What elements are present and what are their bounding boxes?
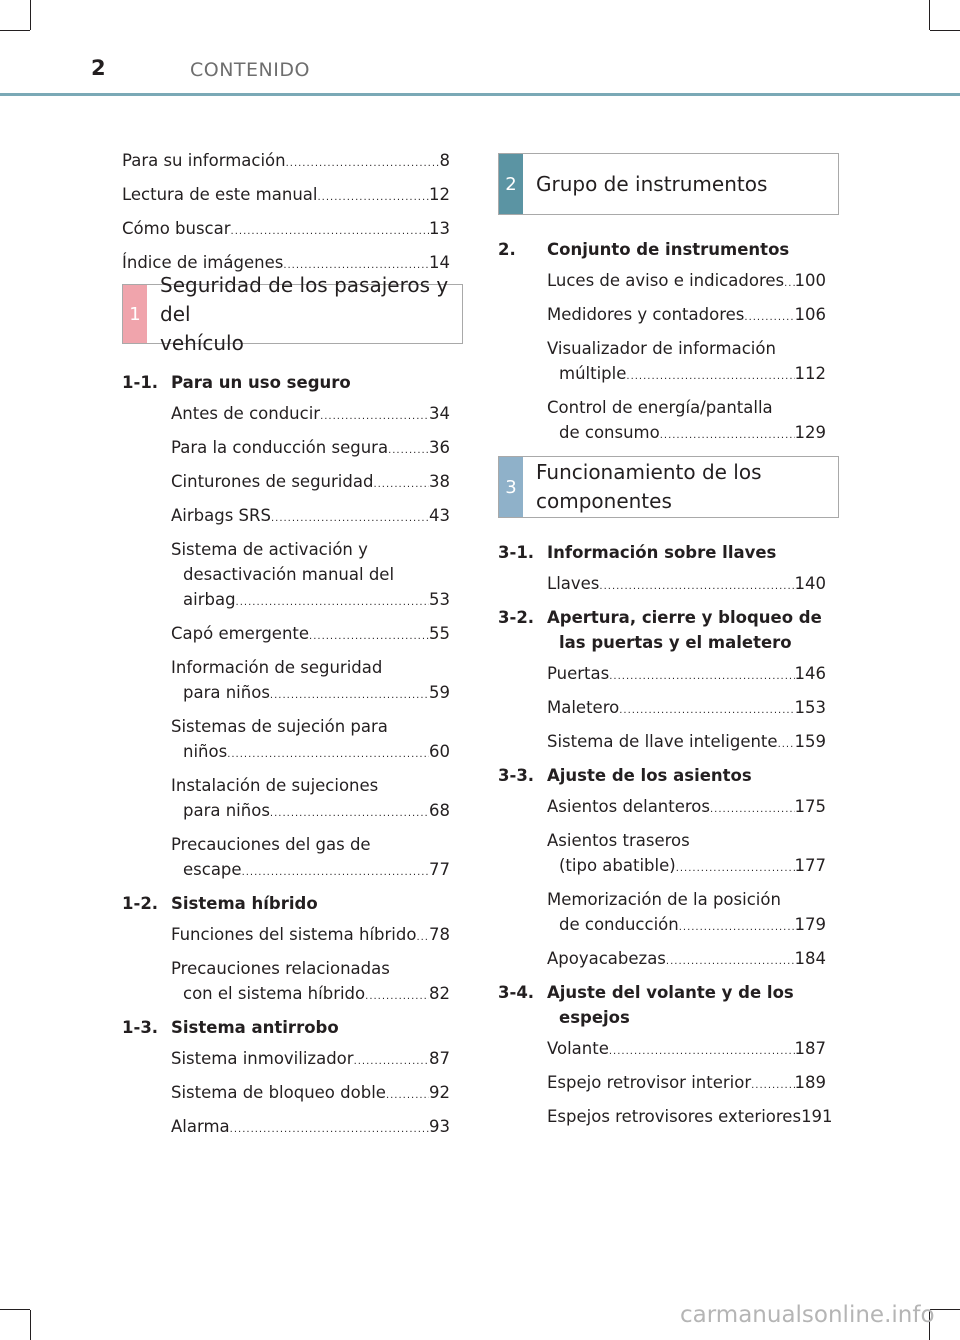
toc-entry[interactable]: Para su información ..... 8	[122, 148, 450, 176]
chapter-1-tab: 1	[123, 285, 147, 343]
crop-mark	[0, 1309, 30, 1310]
page-title: CONTENIDO	[190, 59, 310, 81]
toc-entry[interactable]: Precauciones relacionadas con el sistema híbrido ..... 82	[171, 956, 450, 1009]
toc-entry[interactable]: Para la conducción segura ..... 36	[171, 435, 450, 463]
toc-entry[interactable]: Sistema inmovilizador ..... 87	[171, 1046, 450, 1074]
section-heading[interactable]: 3-4. Ajuste del volante y de los espejos	[498, 983, 794, 1027]
toc-entry[interactable]: Asientos traseros (tipo abatible) ..... 177	[547, 828, 826, 881]
chapter-2-heading[interactable]	[498, 153, 839, 215]
toc-entry[interactable]: Alarma ..... 93	[171, 1114, 450, 1142]
toc-entry[interactable]: Apoyacabezas ..... 184	[547, 946, 826, 974]
toc-entry[interactable]: Luces de aviso e indicadores ..... 100	[547, 268, 826, 296]
toc-entry[interactable]: Sistemas de sujeción para niños ..... 60	[171, 714, 450, 767]
chapter-3-heading[interactable]	[498, 456, 839, 518]
header-rule	[0, 93, 960, 96]
section-heading[interactable]: 2. Conjunto de instrumentos	[498, 240, 790, 259]
page-number: 2	[91, 56, 106, 80]
left-column	[122, 148, 450, 1148]
section-heading[interactable]: 1-2. Sistema híbrido	[122, 894, 318, 913]
crop-mark	[30, 1310, 31, 1340]
toc-entry[interactable]: Sistema de llave inteligente ..... 159	[547, 729, 826, 757]
toc-entry[interactable]: Cómo buscar ..... 13	[122, 216, 450, 244]
toc-entry[interactable]: Capó emergente ..... 55	[171, 621, 450, 649]
toc-entry[interactable]: Espejos retrovisores exteriores 191	[547, 1107, 833, 1126]
toc-entry[interactable]: Precauciones del gas de escape ..... 77	[171, 832, 450, 885]
crop-mark	[930, 30, 960, 31]
chapter-2-tab: 2	[499, 154, 523, 214]
right-column	[498, 153, 833, 1138]
toc-entry[interactable]: Llaves ..... 140	[547, 571, 826, 599]
chapter-1-heading[interactable]	[122, 272, 463, 355]
toc-entry[interactable]: Índice de imágenes ..... 14	[122, 250, 450, 278]
toc-entry[interactable]: Espejo retrovisor interior ..... 189	[547, 1070, 826, 1098]
toc-entry[interactable]: Cinturones de seguridad ..... 38	[171, 469, 450, 497]
toc-entry[interactable]: Funciones del sistema híbrido ..... 78	[171, 922, 450, 950]
section-heading[interactable]: 3-3. Ajuste de los asientos	[498, 766, 752, 785]
toc-entry[interactable]: Visualizador de información múltiple ..... 112	[547, 336, 826, 389]
chapter-2-title: Grupo de instrumentos	[536, 171, 768, 196]
chapter-3-tab: 3	[499, 457, 523, 517]
toc-entry[interactable]: Maletero ..... 153	[547, 695, 826, 723]
watermark: carmanualsonline.info	[680, 1302, 935, 1328]
toc-entry[interactable]: Asientos delanteros ..... 175	[547, 794, 826, 822]
section-heading[interactable]: 1-3. Sistema antirrobo	[122, 1018, 339, 1037]
toc-entry[interactable]: Sistema de bloqueo doble ..... 92	[171, 1080, 450, 1108]
chapter-1-title: Seguridad de los pasajeros y del vehículo	[160, 272, 449, 355]
crop-mark	[929, 0, 930, 30]
toc-entry[interactable]: Control de energía/pantalla de consumo ..... 129	[547, 395, 826, 448]
crop-mark	[30, 0, 31, 30]
toc-entry[interactable]: Instalación de sujeciones para niños ..... 68	[171, 773, 450, 826]
section-heading[interactable]: 3-1. Información sobre llaves	[498, 543, 777, 562]
section-heading[interactable]: 1-1. Para un uso seguro	[122, 373, 351, 392]
toc-entry[interactable]: Información de seguridad para niños ..... 59	[171, 655, 450, 708]
toc-entry[interactable]: Lectura de este manual ..... 12	[122, 182, 450, 210]
toc-entry[interactable]: Sistema de activación y desactivación manual del airbag ..... 53	[171, 537, 450, 615]
toc-entry[interactable]: Puertas ..... 146	[547, 661, 826, 689]
toc-entry[interactable]: Memorización de la posición de conducción ..... 179	[547, 887, 826, 940]
toc-entry[interactable]: Medidores y contadores ..... 106	[547, 302, 826, 330]
chapter-3-title: Funcionamiento de los componentes	[536, 460, 762, 513]
toc-entry[interactable]: Antes de conducir ..... 34	[171, 401, 450, 429]
section-heading[interactable]: 3-2. Apertura, cierre y bloqueo de las puertas y el maletero	[498, 608, 822, 652]
crop-mark	[0, 30, 30, 31]
toc-entry[interactable]: Volante ..... 187	[547, 1036, 826, 1064]
toc-entry[interactable]: Airbags SRS ..... 43	[171, 503, 450, 531]
